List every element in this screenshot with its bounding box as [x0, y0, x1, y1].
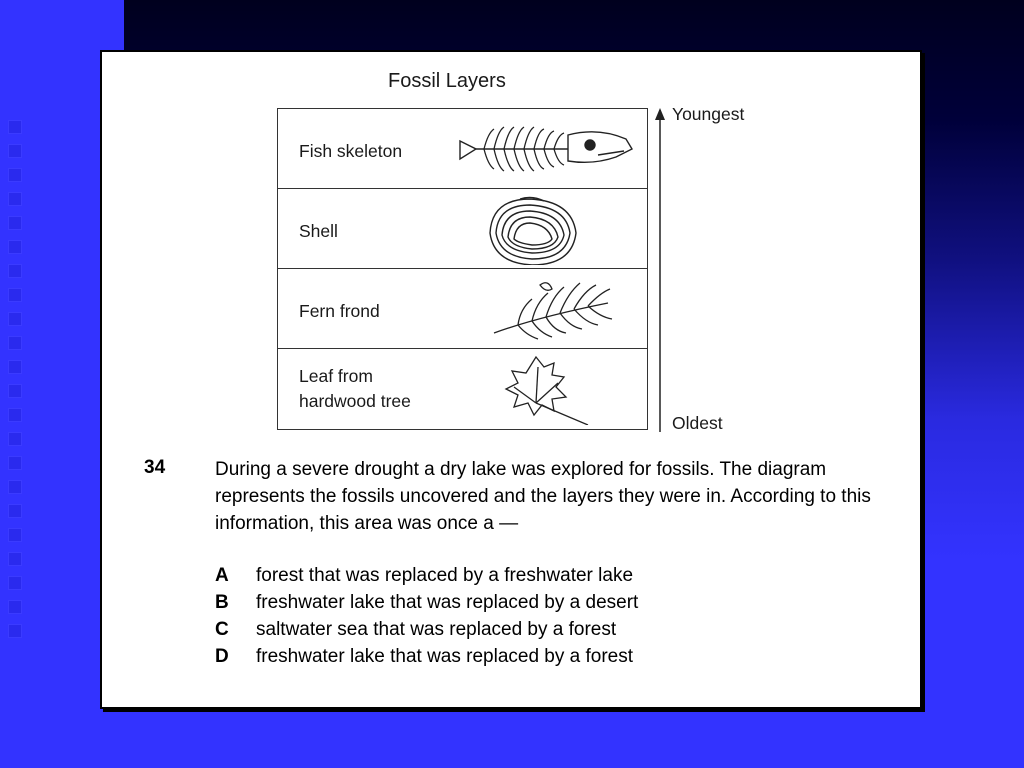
layer-fish: [278, 109, 647, 189]
choice-d[interactable]: [215, 646, 633, 668]
choice-letter: D: [215, 646, 229, 667]
maple-leaf-icon: [448, 353, 638, 425]
fern-frond-icon: [448, 273, 638, 345]
choice-letter: A: [215, 565, 229, 586]
layer-label-fish: Fish skeleton: [299, 141, 403, 161]
layer-label-shell: Shell: [299, 221, 338, 241]
layer-fern: [278, 269, 647, 349]
shell-icon: [448, 193, 638, 265]
age-arrow: [650, 104, 670, 434]
choice-c[interactable]: [215, 619, 616, 641]
decorative-squares: [0, 120, 38, 680]
fossil-layers-diagram: [277, 108, 648, 430]
choice-text: saltwater sea that was replaced by a forest: [256, 619, 617, 640]
question-text: During a severe drought a dry lake was explored for fossils. The diagram represents the fossils uncovered and the layers they were in. According to this information, this area was once a —: [215, 459, 871, 534]
layer-label-leaf-line1: Leaf from: [299, 366, 373, 386]
fish-skeleton-icon: [448, 113, 638, 185]
layer-shell: [278, 189, 647, 269]
youngest-label: Youngest: [672, 104, 745, 124]
choice-text: freshwater lake that was replaced by a forest: [256, 646, 634, 667]
oldest-label: Oldest: [672, 413, 723, 433]
choice-a[interactable]: [215, 565, 633, 587]
choice-text: forest that was replaced by a freshwater lake: [256, 565, 634, 586]
choice-letter: B: [215, 592, 229, 613]
diagram-title: Fossil Layers: [388, 70, 506, 92]
choice-b[interactable]: [215, 592, 638, 614]
layer-leaf: [278, 349, 647, 429]
layer-label-fern: Fern frond: [299, 301, 380, 321]
question-number: 34: [144, 457, 166, 478]
choice-letter: C: [215, 619, 229, 640]
choice-text: freshwater lake that was replaced by a desert: [256, 592, 639, 613]
layer-label-leaf-line2: hardwood tree: [299, 391, 411, 411]
